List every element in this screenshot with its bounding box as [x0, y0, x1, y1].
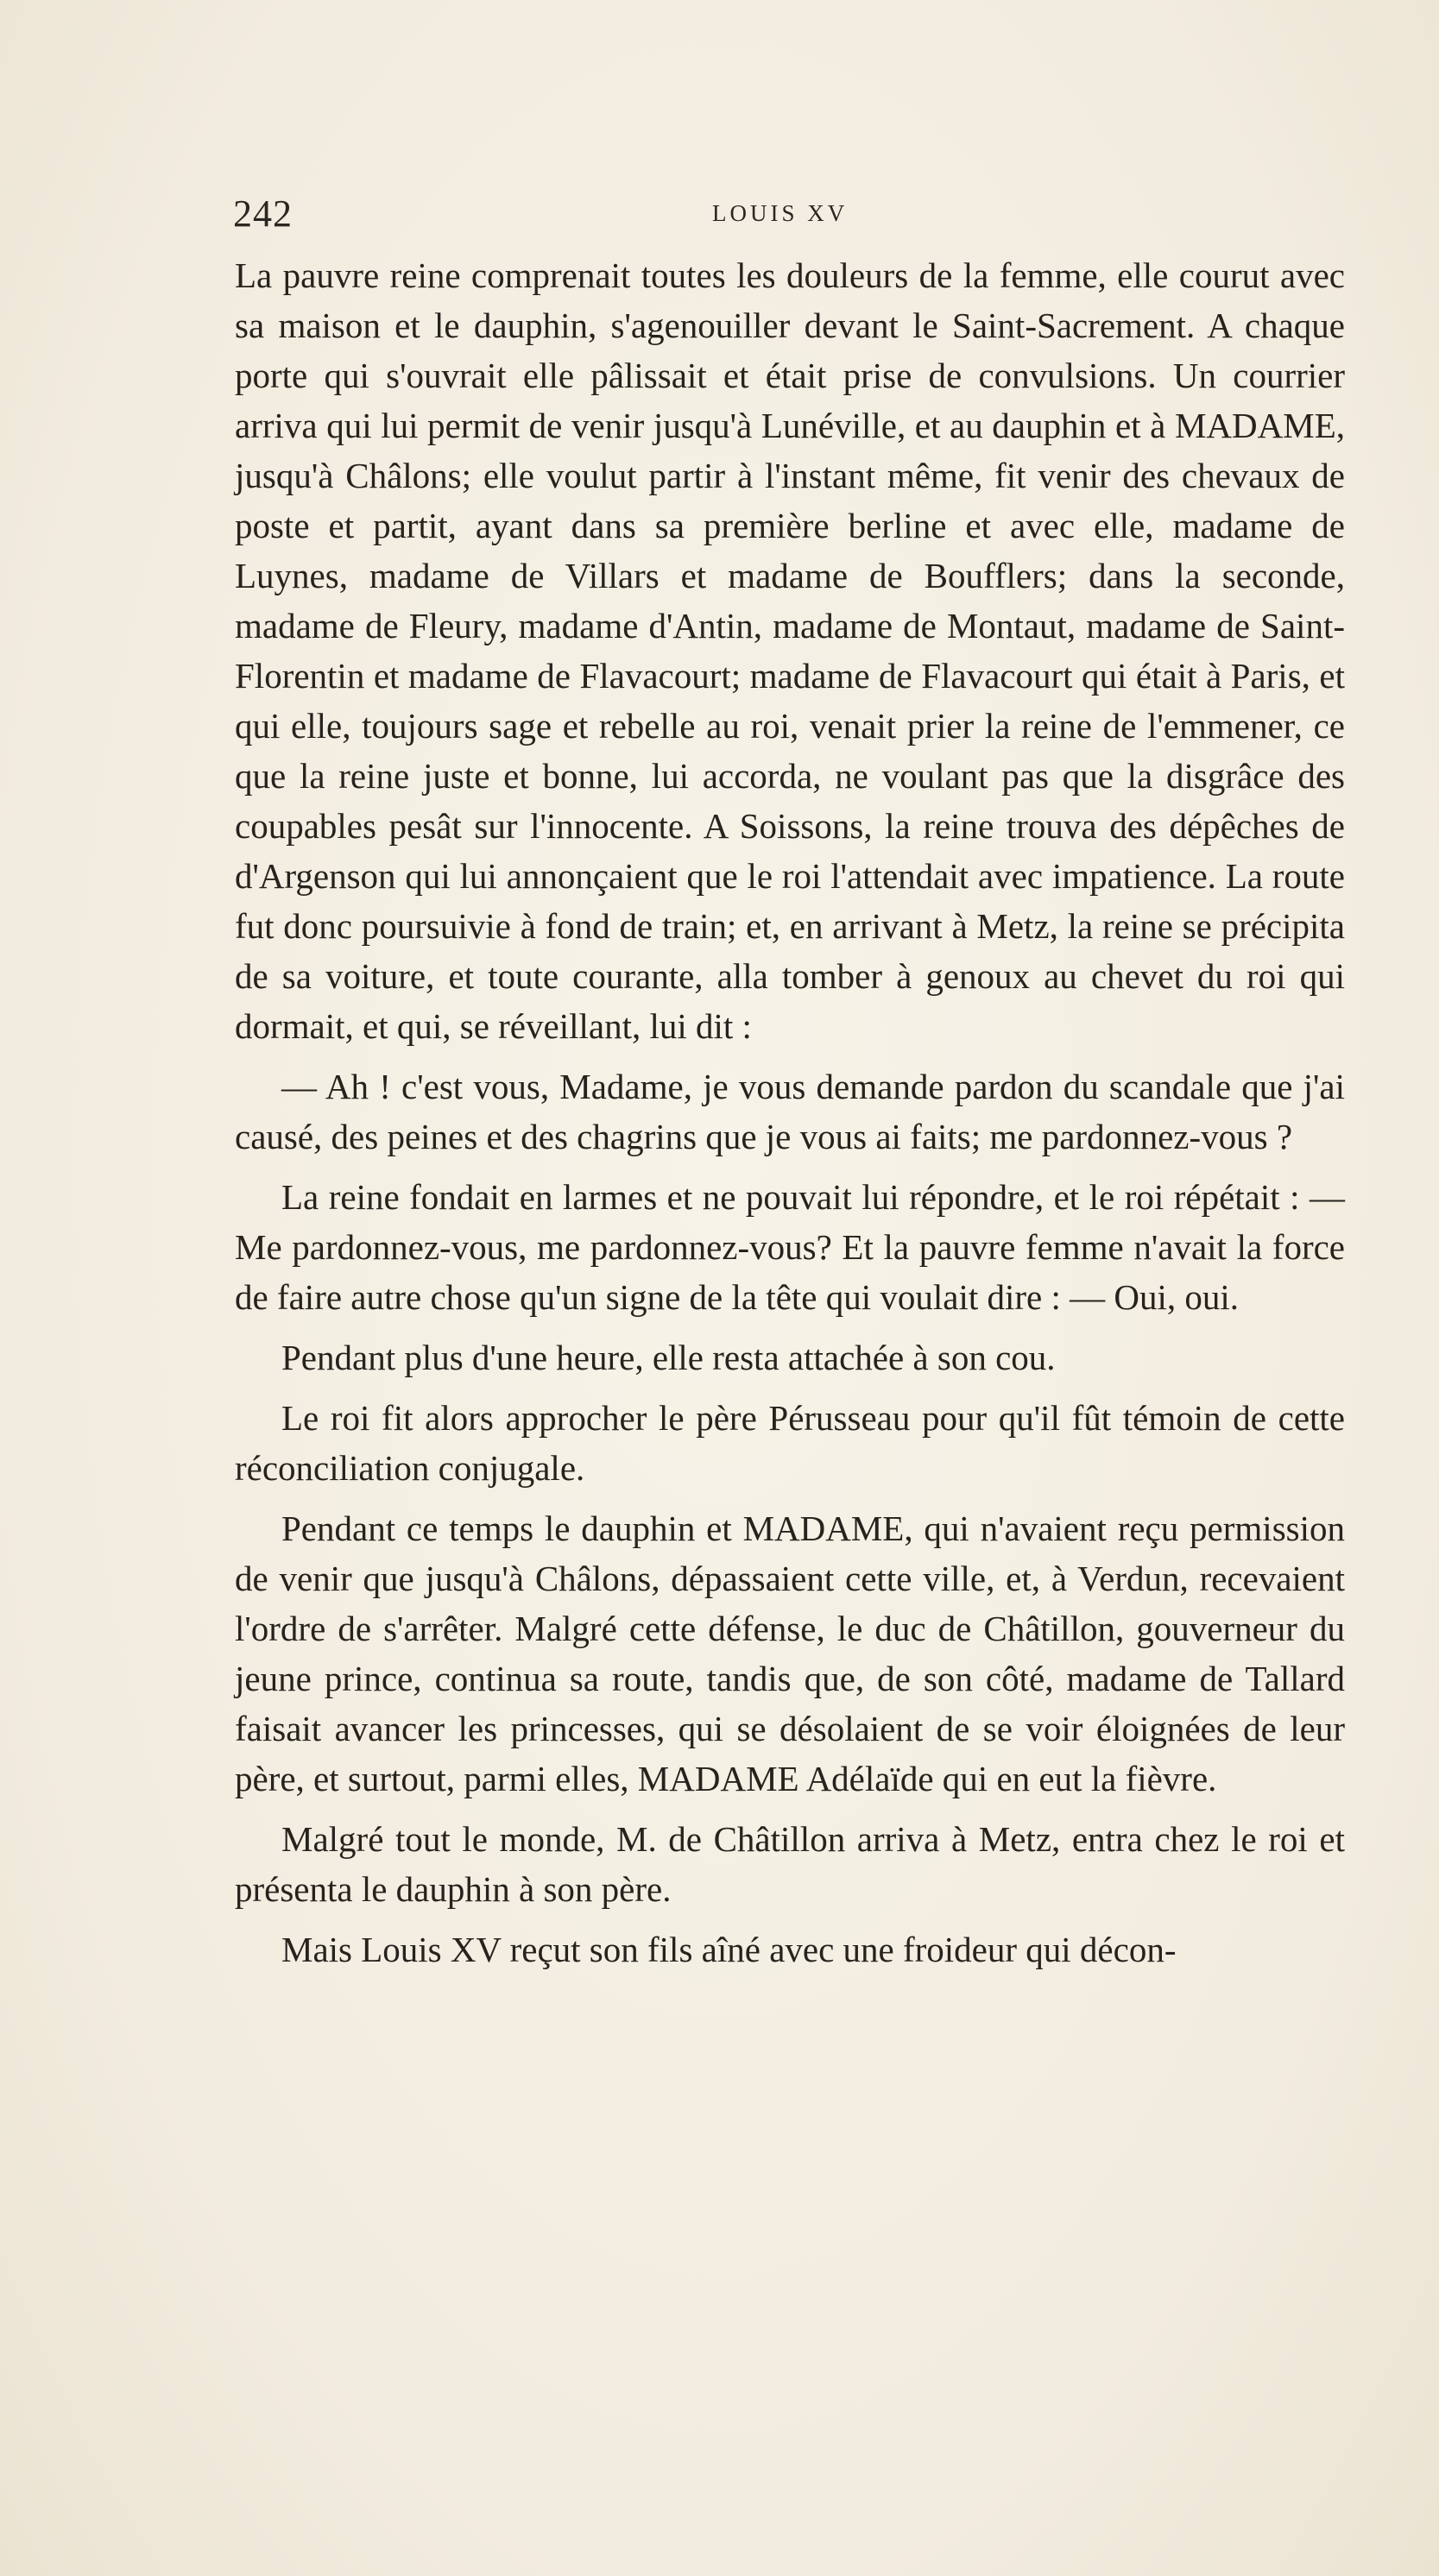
- page-number: 242: [233, 192, 293, 235]
- paragraph: Pendant plus d'une heure, elle resta attachée à son cou.: [281, 1338, 1056, 1377]
- paragraph: La reine fondait en larmes et ne pouvait lui répondre, et le roi répétait : — Me pardonnez-vous, me pardonnez-vous? Et la pauvre femme n'avait la force de faire autre chose qu'un signe de la tête qui voulait dire : — Oui, oui.: [235, 1177, 1345, 1317]
- body-text: [235, 250, 1345, 1985]
- paragraph: — Ah ! c'est vous, Madame, je vous demande pardon du scandale que j'ai causé, des peines et des chagrins que je vous ai faits; me pardonnez-vous ?: [235, 1067, 1345, 1156]
- paragraph: Le roi fit alors approcher le père Pérusseau pour qu'il fût témoin de cette réconciliation conjugale.: [235, 1398, 1345, 1488]
- paragraph: Pendant ce temps le dauphin et MADAME, qui n'avaient reçu permission de venir que jusqu'à Châlons, dépassaient cette ville, et, à Verdun, recevaient l'ordre de s'arrêter. Malgré cette défense, le duc de Châtillon, gouverneur du jeune prince, continua sa route, tandis que, de son côté, madame de Tallard faisait avancer les princesses, qui se désolaient de se voir éloignées de leur père, et surtout, parmi elles, MADAME Adélaïde qui en eut la fièvre.: [235, 1508, 1345, 1798]
- running-title: LOUIS XV: [712, 200, 849, 226]
- paragraph: Malgré tout le monde, M. de Châtillon arriva à Metz, entra chez le roi et présenta le dauphin à son père.: [235, 1819, 1345, 1909]
- page-header: [233, 192, 1347, 243]
- paragraph: Mais Louis XV reçut son fils aîné avec une froideur qui décon-: [281, 1930, 1177, 1969]
- paragraph: La pauvre reine comprenait toutes les douleurs de la femme, elle courut avec sa maison et le dauphin, s'agenouiller devant le Saint-Sacrement. A chaque porte qui s'ouvrait elle pâlissait et était prise de convulsions. Un courrier arriva qui lui permit de venir jusqu'à Lunéville, et au dauphin et à MADAME, jusqu'à Châlons; elle voulut partir à l'instant même, fit venir des chevaux de poste et partit, ayant dans sa première berline et avec elle, madame de Luynes, madame de Villars et madame de Boufflers; dans la seconde, madame de Fleury, madame d'Antin, madame de Montaut, madame de Saint-Florentin et madame de Flavacourt; madame de Flavacourt qui était à Paris, et qui elle, toujours sage et rebelle au roi, venait prier la reine de l'emmener, ce que la reine juste et bonne, lui accorda, ne voulant pas que la disgrâce des coupables pesât sur l'innocente. A Soissons, la reine trouva des dépêches de d'Argenson qui lui annonçaient que le roi l'attendait avec impatience. La route fut donc poursuivie à fond de train; et, en arrivant à Metz, la reine se précipita de sa voiture, et toute courante, alla tomber à genoux au chevet du roi qui dormait, et qui, se réveillant, lui dit :: [235, 255, 1345, 1046]
